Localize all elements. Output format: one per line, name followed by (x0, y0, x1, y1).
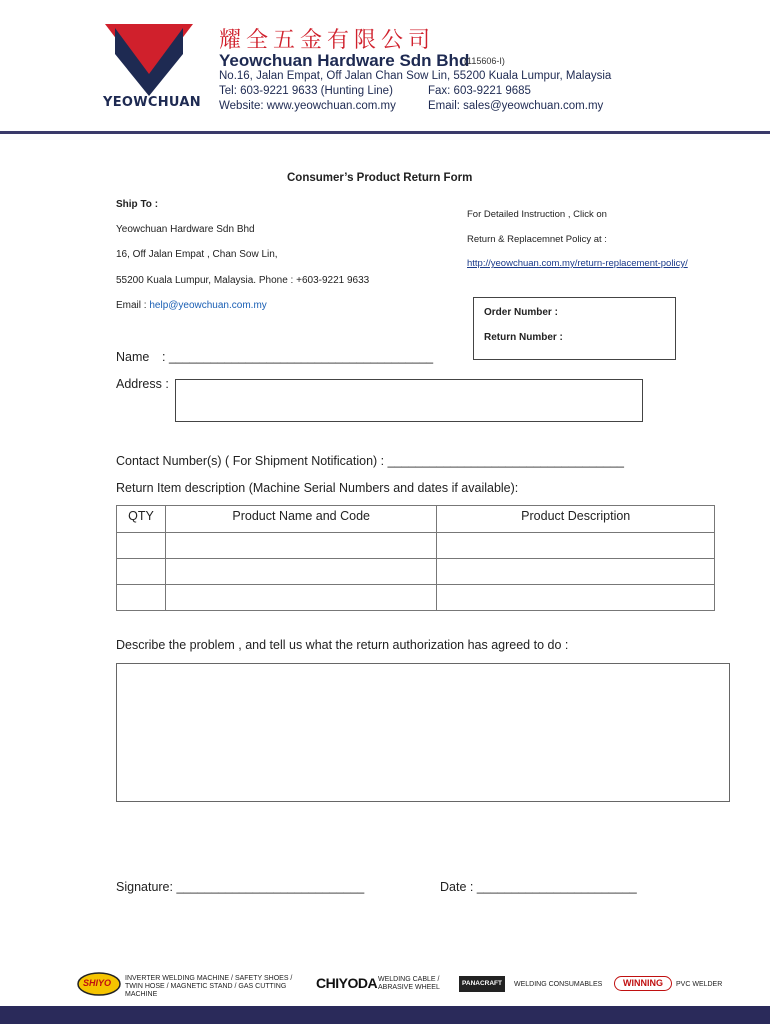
panacraft-logo: PANACRAFT (459, 976, 505, 992)
shiyo-logo (77, 972, 121, 996)
table-header-row (117, 506, 715, 533)
company-tel: Tel: 603-9221 9633 (Hunting Line) (219, 85, 393, 97)
chiyoda-products: WELDING CABLE / ABRASIVE WHEEL (378, 976, 440, 991)
company-email: Email: sales@yeowchuan.com.my (428, 100, 604, 112)
table-row (117, 533, 715, 559)
problem-description-field[interactable] (116, 663, 730, 802)
date-field[interactable]: Date : _______________________ (440, 880, 637, 894)
product-description-cell[interactable] (437, 585, 715, 611)
shiyo-logo-text: SHIYO (83, 978, 112, 988)
name-field[interactable]: : ______________________________________ (162, 350, 434, 364)
table-row (117, 559, 715, 585)
registration-number: (115606-I) (464, 56, 505, 66)
instruction-line-1: For Detailed Instruction , Click on (467, 209, 607, 220)
product-name-cell[interactable] (165, 559, 437, 585)
policy-link[interactable]: http://yeowchuan.com.my/return-replacement-policy/ (467, 258, 688, 269)
product-name-header: Product Name and Code (165, 506, 437, 533)
instruction-line-2: Return & Replacemnet Policy at : (467, 234, 607, 245)
ship-to-label: Ship To : (116, 199, 159, 210)
return-number-label: Return Number : (484, 332, 563, 343)
qty-cell[interactable] (117, 585, 166, 611)
form-title: Consumer’s Product Return Form (287, 172, 473, 184)
shiyo-products: INVERTER WELDING MACHINE / SAFETY SHOES / TWIN HOSE / MAGNETIC STAND / GAS CUTTING MACHINE (125, 975, 293, 998)
logo-wordmark: YEOWCHUAN (103, 95, 201, 110)
return-item-description-label: Return Item description (Machine Serial Numbers and dates if available): (116, 481, 519, 495)
problem-description-label: Describe the problem , and tell us what the return authorization has agreed to do : (116, 638, 569, 652)
ship-line-1: Yeowchuan Hardware Sdn Bhd (116, 224, 255, 235)
product-description-cell[interactable] (437, 533, 715, 559)
footer-bar (0, 1006, 770, 1024)
winning-logo: WINNING (614, 976, 672, 991)
address-label: Address : (116, 377, 169, 391)
winning-products: PVC WELDER (676, 981, 723, 988)
company-website: Website: www.yeowchuan.com.my (219, 100, 396, 112)
product-description-cell[interactable] (437, 559, 715, 585)
chiyoda-logo: CHIYODA (316, 975, 378, 991)
qty-cell[interactable] (117, 533, 166, 559)
return-items-table (116, 505, 715, 611)
product-name-cell[interactable] (165, 533, 437, 559)
product-name-cell[interactable] (165, 585, 437, 611)
ship-line-3: 55200 Kuala Lumpur, Malaysia. Phone : +603-9221 9633 (116, 275, 370, 286)
signature-field[interactable]: Signature: ___________________________ (116, 880, 365, 894)
company-chinese-name: 耀全五金有限公司 (219, 28, 436, 53)
address-field[interactable] (175, 379, 643, 422)
ship-line-2: 16, Off Jalan Empat , Chan Sow Lin, (116, 249, 278, 260)
contact-number-field[interactable]: Contact Number(s) ( For Shipment Notification) : __________________________________ (116, 454, 624, 468)
order-info-box (473, 297, 676, 360)
email-link[interactable]: help@yeowchuan.com.my (149, 300, 267, 311)
panacraft-products: WELDING CONSUMABLES (514, 981, 603, 988)
name-label: Name (116, 350, 150, 364)
qty-cell[interactable] (117, 559, 166, 585)
order-number-label: Order Number : (484, 307, 558, 318)
company-fax: Fax: 603-9221 9685 (428, 85, 531, 97)
company-name: Yeowchuan Hardware Sdn Bhd (219, 51, 470, 70)
product-description-header: Product Description (437, 506, 715, 533)
qty-header: QTY (117, 506, 166, 533)
header-divider (0, 131, 770, 134)
email-label: Email : (116, 300, 150, 311)
company-address: No.16, Jalan Empat, Off Jalan Chan Sow Lin, 55200 Kuala Lumpur, Malaysia (219, 70, 612, 82)
table-row (117, 585, 715, 611)
email-line (116, 300, 267, 311)
